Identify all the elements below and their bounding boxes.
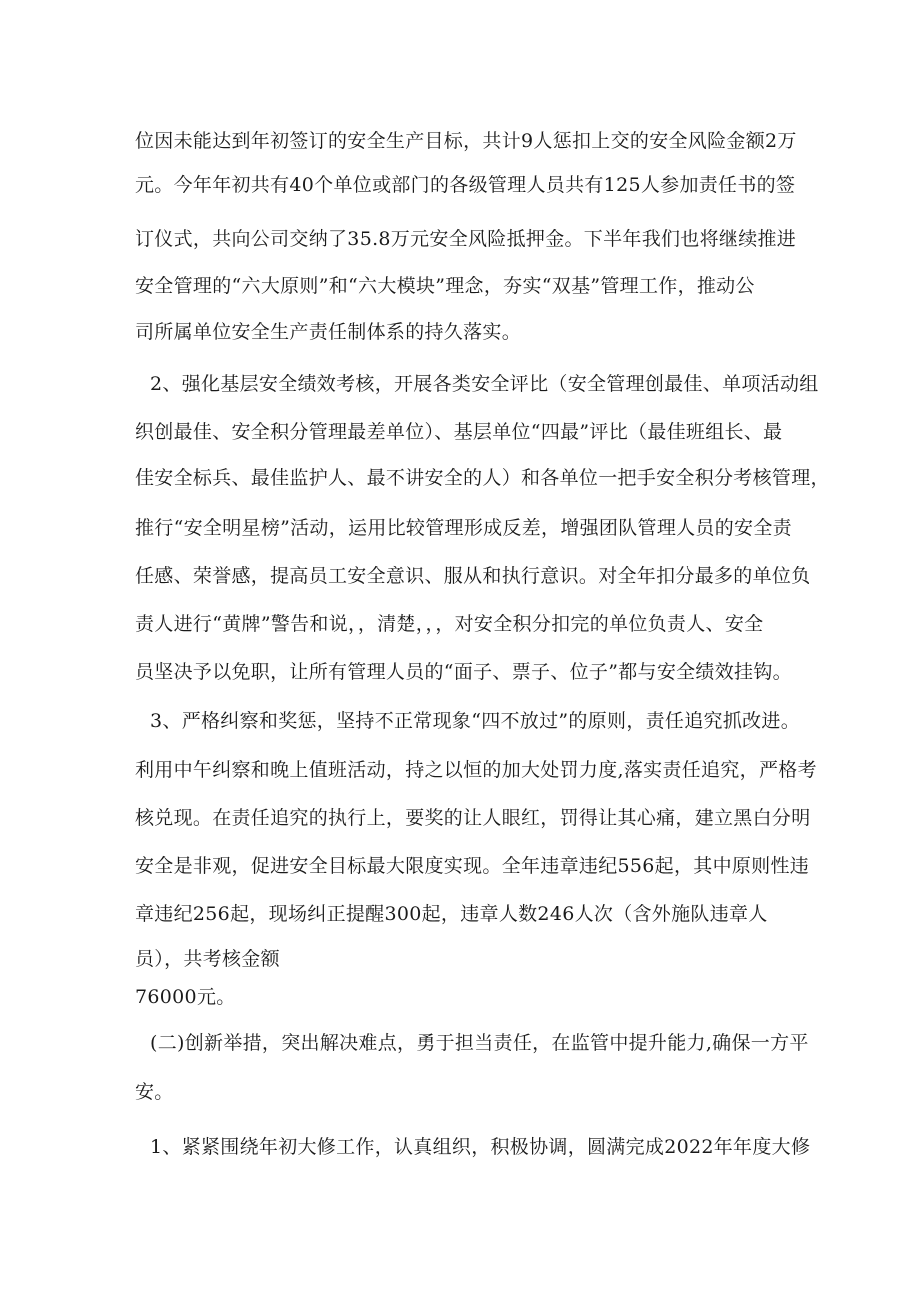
text-line-9: 推行“安全明星榜”活动，运用比较管理形成反差，增强团队管理人员的安全责 <box>135 517 792 539</box>
text-line-11: 责人进行“黄牌”警告和说，，清楚，，，对安全积分扣完的单位负责人、安全 <box>135 613 764 635</box>
text-line-13: 3、严格纠察和奖惩，坚持不正常现象“四不放过”的原则，责任追究抓改进。 <box>150 710 801 732</box>
text-line-19: 76000元。 <box>135 986 236 1008</box>
text-line-5: 司所属单位安全生产责任制体系的持久落实。 <box>135 321 522 343</box>
text-line-6: 2、强化基层安全绩效考核，开展各类安全评比（安全管理创最佳、单项活动组 <box>150 373 819 395</box>
text-line-7: 织创最佳、安全积分管理最差单位）、基层单位“四最”评比（最佳班组长、最 <box>135 421 783 443</box>
text-line-21: 安。 <box>135 1081 174 1103</box>
text-line-1: 位因未能达到年初签订的安全生产目标，共计9人惩扣上交的安全风险金额2万 <box>135 130 797 152</box>
text-line-20: (二)创新举措，突出解决难点，勇于担当责任，在监管中提升能力,确保一方平 <box>150 1032 809 1054</box>
text-line-18: 员），共考核金额 <box>135 948 280 970</box>
text-line-15: 核兑现。在责任追究的执行上，要奖的让人眼红，罚得让其心痛，建立黑白分明 <box>135 807 811 829</box>
text-line-8: 佳安全标兵、最佳监护人、最不讲安全的人）和各单位一把手安全积分考核管理， <box>135 467 830 489</box>
text-line-2: 元。今年年初共有40个单位或部门的各级管理人员共有125人参加责任书的签 <box>135 174 796 196</box>
text-line-10: 任感、荣誉感，提高员工安全意识、服从和执行意识。对全年扣分最多的单位负 <box>135 565 811 587</box>
text-line-22: 1、紧紧围绕年初大修工作，认真组织，积极协调，圆满完成2022年年度大修 <box>150 1136 811 1158</box>
text-line-12: 员坚决予以免职，让所有管理人员的“面子、票子、位子”都与安全绩效挂钩。 <box>135 661 792 683</box>
text-line-3: 订仪式，共向公司交纳了35.8万元安全风险抵押金。下半年我们也将继续推进 <box>135 228 797 250</box>
text-line-14: 利用中午纠察和晚上值班活动，持之以恒的加大处罚力度,落实责任追究，严格考 <box>135 759 817 781</box>
text-line-4: 安全管理的“六大原则”和“六大模块”理念，夯实“双基”管理工作，推动公 <box>135 275 755 297</box>
text-line-17: 章违纪256起，现场纠正提醒300起，违章人数246人次（含外施队违章人 <box>135 903 768 925</box>
text-line-16: 安全是非观，促进安全目标最大限度实现。全年违章违纪556起，其中原则性违 <box>135 855 810 877</box>
